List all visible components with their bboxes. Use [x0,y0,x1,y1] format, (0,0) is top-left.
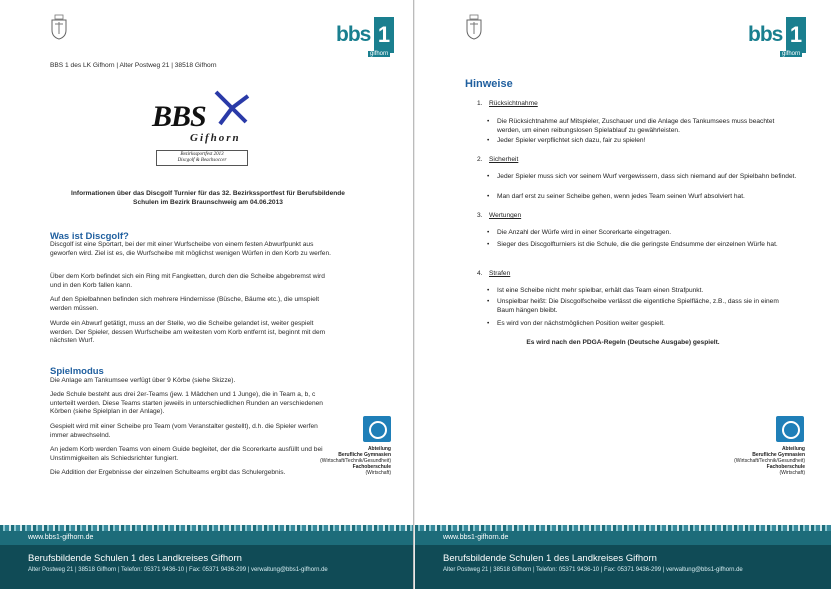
list-item: • Ist eine Scheibe nicht mehr spielbar, erhält das Team einen Strafpunkt. [497,287,797,296]
list-item: • Jeder Spieler verpflichtet sich dazu, fair zu spielen! [497,137,797,146]
globe-icon [363,416,391,442]
list-item: • Jeder Spieler muss sich vor seinem Wurf vergewissern, dass sich niemand auf der Spielbahn befindet. [497,173,797,182]
logo-caption-line1: Bezirkssportfest 2013 [180,152,224,157]
intro-heading: Informationen über das Discgolf Turnier für das 32. Bezirkssportfest für Berufsbildende Schulen im Bezirk Braunschweig am 04.06.2013 [71,190,345,206]
paragraph: Gespielt wird mit einer Scheibe pro Team (vom Veranstalter gestellt), d.h. die Spieler werfen immer abwechselnd. [50,423,318,439]
section-number: 3. [477,212,483,219]
section-heading: Strafen [489,270,511,277]
footer-title: Berufsbildende Schulen 1 des Landkreises Gifhorn [28,553,242,564]
section-number: 2. [477,156,483,163]
footer-website-link[interactable]: www.bbs1-gifhorn.de [0,531,413,545]
coat-of-arms-icon [50,14,68,40]
footer-website-link[interactable]: www.bbs1-gifhorn.de [415,531,831,545]
bbs1-logo: bbs 1 gifhorn [748,17,808,63]
windmill-icon [212,88,252,128]
closing-note: Es wird nach den PDGA-Regeln (Deutsche Ausgabe) gespielt. [526,339,720,346]
paragraph: Discgolf ist eine Sportart, bei der mit einer Wurfscheibe von einem festen Abwurfpunkt aus geworfen wird. Ziel ist es, die Wurfscheibe mit möglichst wenigen Würfen in den Korb zu werfen. [50,241,331,257]
paragraph: Die Anlage am Tankumsee verfügt über 9 Körbe (siehe Skizze). [50,377,236,384]
coat-of-arms-icon [465,14,483,40]
list-item: • Sieger des Discgolfturniers ist die Schule, die die geringste Endsumme der einzelnen Würfe hat. [497,241,797,250]
department-info: Abteilung Berufliche Gymnasien (Wirtschaft/Technik/Gesundheit) Fachoberschule (Wirtschaft) [734,446,805,476]
paragraph: Über dem Korb befindet sich ein Ring mit Fangketten, durch den die Scheibe abgebremst wird und in den Korb fallen kann. [50,273,325,289]
list-item: • Die Anzahl der Würfe wird in einer Scorerkarte eingetragen. [497,229,797,238]
page-title: Hinweise [465,78,513,90]
section-heading: Sicherheit [489,156,519,163]
section-title-discgolf: Was ist Discgolf? [50,231,129,242]
document-page-right [415,0,831,589]
paragraph: Auf den Spielbahnen befinden sich mehrere Hindernisse (Büsche, Bäume etc.), die umspielt werden müssen. [50,296,320,312]
footer-address: Alter Postweg 21 | 38518 Gifhorn | Telefon: 05371 9436-10 | Fax: 05371 9436-299 | verwaltung@bbs1-gifhorn.de [28,567,328,573]
paragraph: Die Addition der Ergebnisse der einzelnen Schulteams ergibt das Schulergebnis. [50,469,286,476]
list-item: • Man darf erst zu seiner Scheibe gehen, wenn jedes Team seinen Wurf absolviert hat. [497,193,797,202]
footer [415,545,831,589]
footer [0,545,413,589]
document-page-left [0,0,414,589]
bbs-gifhorn-logo: BBS Gifhorn Bezirkssportfest 2013 Discgolf & Beachsoccer [150,88,255,178]
section-heading: Wertungen [489,212,522,219]
paragraph: An jedem Korb werden Teams von einem Guide begleitet, der die Scorerkarte ausfüllt und bei Unstimmigkeiten als Schiedsrichter fungiert. [50,446,323,462]
section-number: 4. [477,270,483,277]
footer-address: Alter Postweg 21 | 38518 Gifhorn | Telefon: 05371 9436-10 | Fax: 05371 9436-299 | verwaltung@bbs1-gifhorn.de [443,567,743,573]
bbs1-logo: bbs 1 gifhorn [336,17,396,63]
paragraph: Wurde ein Abwurf getätigt, muss an der Stelle, wo die Scheibe gelandet ist, weiter gespielt werden. Der Spieler, dessen Wurfscheibe am weitesten vom Korb entfernt ist, beginnt mit dem nächsten Wurf. [50,320,326,345]
list-item: • Unspielbar heißt: Die Discgolfscheibe verlässt die eigentliche Spielfläche, z.B., dass sie in einem Baum hängen bleibt. [497,298,797,315]
list-item: • Es wird von der nächstmöglichen Position weiter gespielt. [497,320,797,329]
paragraph: Jede Schule besteht aus drei 2er-Teams (jew. 1 Mädchen und 1 Junge), die in Team a, b, c unterteilt werden. Diese Teams starten jeweils in unterschiedlichen Runden an verschiedenen Körben (siehe Spielplan in der Anlage). [50,391,323,416]
logo-caption-line2: Discgolf & Beachsoccer [177,158,227,163]
globe-icon [776,416,804,442]
sender-address: BBS 1 des LK Gifhorn | Alter Postweg 21 | 38518 Gifhorn [50,62,217,69]
department-info: Abteilung Berufliche Gymnasien (Wirtschaft/Technik/Gesundheit) Fachoberschule (Wirtschaft) [320,446,391,476]
section-heading: Rücksichtnahme [489,100,538,107]
list-item: • Die Rücksichtnahme auf Mitspieler, Zuschauer und die Anlage des Tankumsees muss beachtet werden, um einen reibungslosen Spielablauf zu gewährleisten. [497,118,797,135]
section-number: 1. [477,100,483,107]
footer-title: Berufsbildende Schulen 1 des Landkreises Gifhorn [443,553,657,564]
section-title-spielmodus: Spielmodus [50,366,104,377]
